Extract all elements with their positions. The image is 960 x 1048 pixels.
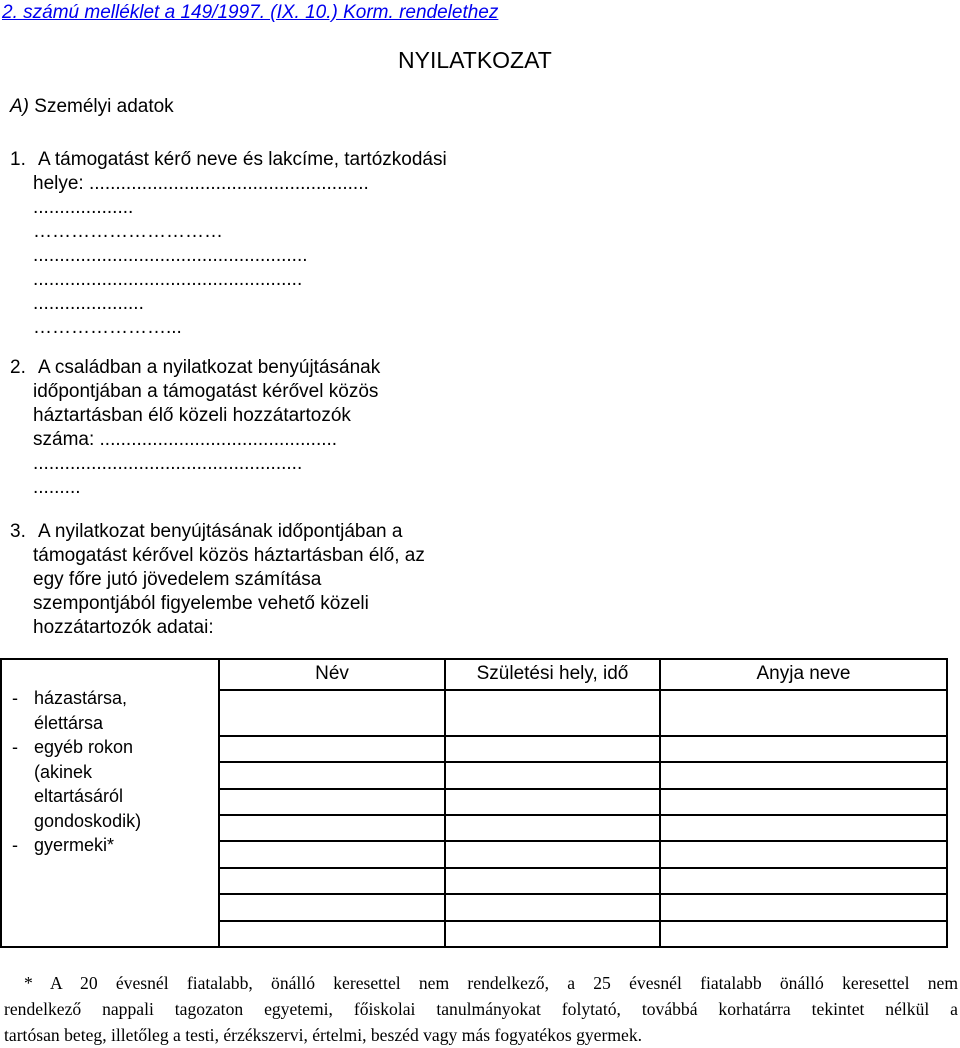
column-header-birth: Születési hely, idő (445, 659, 660, 690)
footnote (4, 970, 958, 1048)
section-heading (10, 96, 174, 118)
table-cell[interactable] (219, 841, 445, 867)
item-2-line: A családban a nyilatkozat benyújtásának (38, 357, 381, 378)
table-cell[interactable] (219, 894, 445, 920)
item-3-line: A nyilatkozat benyújtásának időpontjában a (38, 521, 403, 542)
table-cell[interactable] (219, 789, 445, 815)
table-cell[interactable] (660, 690, 947, 736)
table-cell[interactable] (445, 690, 660, 736)
household-count-field[interactable]: száma: ............................................. (33, 429, 338, 450)
footnote-line: tartósan beteg, illetőleg a testi, érzékszervi, értelmi, beszéd vagy más fogyatékos gyermek. (4, 1025, 643, 1045)
address-field-line[interactable]: helye: ..................................................... (33, 173, 369, 194)
footnote-line: * A 20 évesnél fiatalabb, önálló keresettel nem rendelkező, a 25 évesnél fiatalabb önálló keresettel nem (24, 973, 958, 993)
table-cell[interactable] (660, 789, 947, 815)
table-header-row (1, 659, 947, 690)
household-count-field[interactable]: ......... (33, 477, 81, 498)
item-2-line: időpontjában a támogatást kérővel közös (33, 381, 379, 402)
relation-category-continuation: gondoskodik) (34, 810, 142, 831)
table-cell[interactable] (219, 868, 445, 894)
address-field-line[interactable]: ………………………… (33, 221, 223, 242)
column-header-mother: Anyja neve (660, 659, 947, 690)
item-1-line: A támogatást kérő neve és lakcíme, tartózkodási (38, 149, 447, 170)
column-header-name: Név (219, 659, 445, 690)
table-cell[interactable] (660, 841, 947, 867)
item-3-line: hozzátartozók adatai: (33, 617, 214, 638)
document-title: NYILATKOZAT (398, 47, 552, 73)
item-2-number: 2. (10, 357, 26, 378)
relation-category: - egyéb rokon (12, 737, 134, 757)
address-field-line[interactable]: …………………... (33, 317, 182, 338)
table-cell[interactable] (660, 736, 947, 762)
relation-category-list (2, 660, 218, 858)
table-cell[interactable] (219, 762, 445, 788)
address-field-line[interactable]: ................... (33, 197, 134, 218)
table-cell[interactable] (445, 921, 660, 947)
table-cell[interactable] (445, 841, 660, 867)
item-3-line: szempontjából figyelembe vehető közeli (33, 593, 369, 614)
table-cell[interactable] (219, 815, 445, 841)
relatives-table (0, 658, 948, 948)
table-cell[interactable] (445, 762, 660, 788)
relation-category: - házastársa, (12, 688, 128, 708)
table-cell[interactable] (660, 868, 947, 894)
section-letter: A) (10, 96, 29, 117)
address-field-line[interactable]: ..................... (33, 293, 144, 314)
relation-category: - gyermeki* (12, 835, 115, 855)
table-cell[interactable] (445, 789, 660, 815)
table-cell[interactable] (660, 762, 947, 788)
relation-category-continuation: (akinek (34, 761, 93, 782)
item-3-line: támogatást kérővel közös háztartásban élő, az (33, 545, 425, 566)
table-cell[interactable] (660, 894, 947, 920)
relation-category-continuation: eltartásáról (34, 786, 124, 806)
table-cell[interactable] (445, 736, 660, 762)
household-count-field[interactable]: ................................................... (33, 453, 303, 474)
item-3-number: 3. (10, 521, 26, 542)
relation-category-continuation: élettársa (34, 712, 104, 733)
section-title: Személyi adatok (34, 96, 174, 117)
table-cell[interactable] (660, 921, 947, 947)
table-cell[interactable] (445, 894, 660, 920)
table-cell[interactable] (219, 736, 445, 762)
table-cell[interactable] (219, 690, 445, 736)
address-field-line[interactable]: .................................................... (33, 245, 308, 266)
item-2-line: háztartásban élő közeli hozzátartozók (33, 405, 351, 426)
relation-categories-cell (1, 659, 219, 947)
annex-reference-link[interactable]: 2. számú melléklet a 149/1997. (IX. 10.) Korm. rendelethez (2, 2, 499, 23)
item-3-line: egy főre jutó jövedelem számítása (33, 569, 322, 590)
table-cell[interactable] (660, 815, 947, 841)
table-cell[interactable] (219, 921, 445, 947)
address-field-line[interactable]: ................................................... (33, 269, 303, 290)
table-cell[interactable] (445, 815, 660, 841)
item-1-number: 1. (10, 149, 26, 170)
table-cell[interactable] (445, 868, 660, 894)
footnote-line: rendelkező nappali tagozaton egyetemi, főiskolai tanulmányokat folytató, továbbá korhatárra tekintet nélkül a (4, 999, 958, 1019)
